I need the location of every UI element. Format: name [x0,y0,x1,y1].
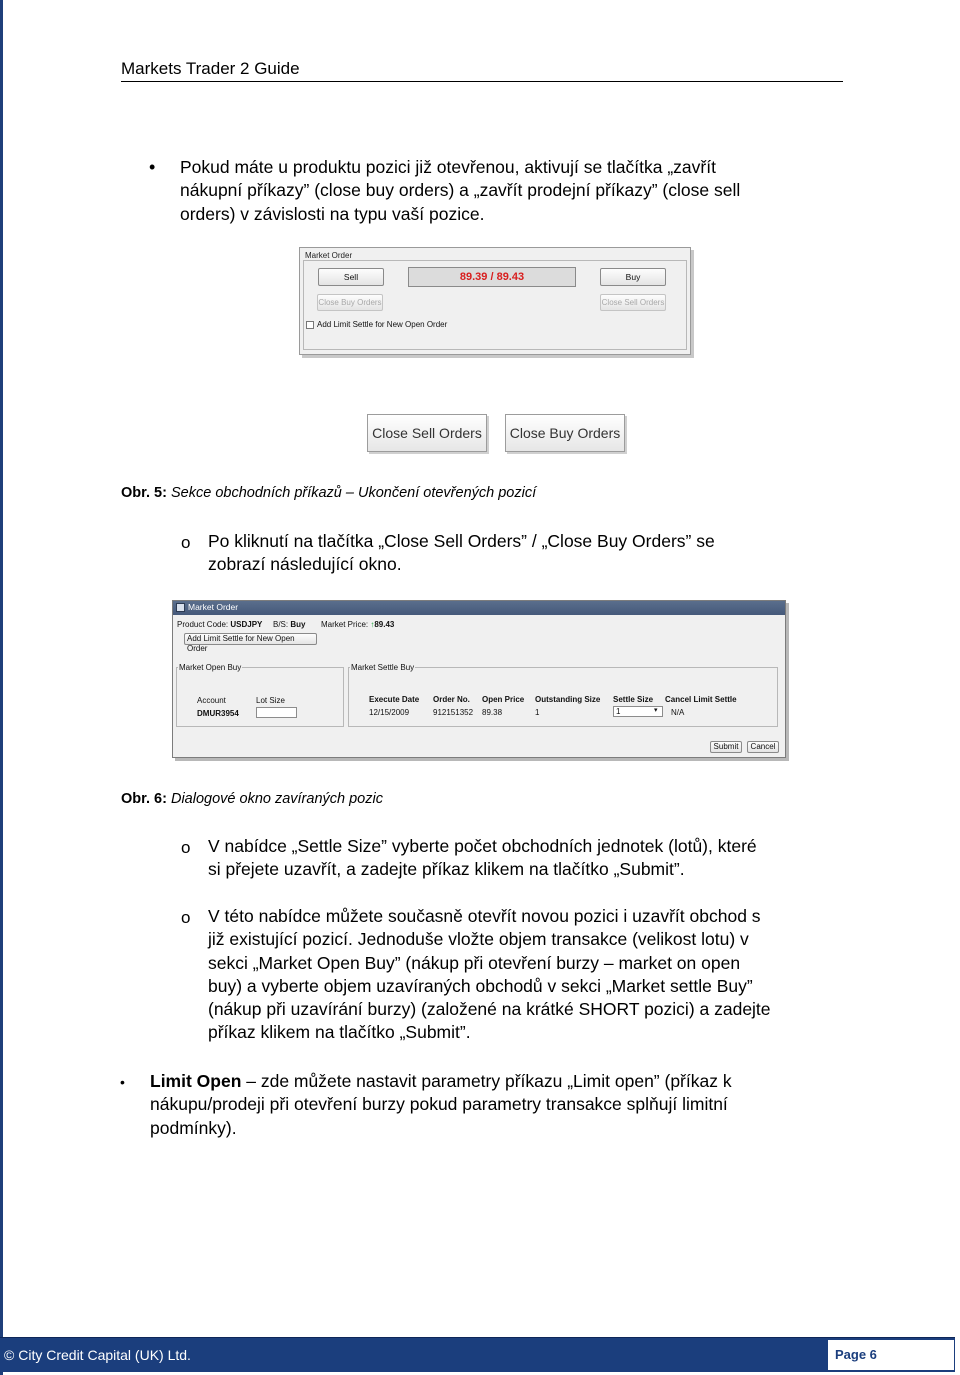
caption-number: 6: [154,791,167,807]
close-sell-orders-button-disabled[interactable]: Close Sell Orders [600,294,666,311]
account-label: Account [197,696,226,705]
close-buy-orders-button-disabled[interactable]: Close Buy Orders [317,294,383,311]
buy-button[interactable]: Buy [600,268,666,286]
text-line: V této nabídce můžete současně otevřít novou pozici i uzavřít obchod s [208,906,761,926]
limit-open-paragraph [150,1070,840,1140]
column-header: Settle Size [613,695,654,704]
column-header: Cancel Limit Settle [665,695,737,704]
column-header: Outstanding Size [535,695,601,704]
caption-text: Dialogové okno zavíraných pozic [170,791,383,807]
text-line: (nákup při uzavírání burzy) (založené na krátké SHORT pozici) a zadejte [208,999,771,1020]
sub-bullet-marker: o [181,908,191,927]
figure-caption-6 [121,789,383,809]
settle-size-value: 1 [616,707,621,716]
panel-legend: Market Order [305,251,353,260]
page-footer [0,1337,955,1372]
company-name: City Credit Capital (UK) Ltd. [18,1347,191,1363]
cancel-button[interactable]: Cancel [747,741,779,753]
bs-label: B/S: [273,620,289,629]
price-display: 89.39 / 89.43 [408,267,576,287]
column-header: Open Price [482,695,525,704]
chevron-down-icon: ▾ [654,707,658,714]
footer-company [4,1347,191,1363]
sell-button[interactable]: Sell [318,268,384,286]
market-price-row [321,620,394,629]
text-line: buy) a vyberte objem uzavíraných obchodů v sekci „Market settle Buy” [208,975,753,996]
column-header: Order No. [433,695,470,704]
settle-buy-legend: Market Settle Buy [351,663,415,672]
market-order-dialog-image [172,600,786,758]
market-price-value: 89.43 [374,620,395,629]
copyright-icon: © [4,1347,15,1363]
up-arrow-icon: ↑ [370,620,375,629]
text-line: zobrazí následující okno. [208,554,402,575]
bs-value: Buy [290,620,306,629]
lot-size-input[interactable] [256,707,297,718]
text-line: příkaz klikem na tlačítko „Submit”. [208,1022,471,1043]
cell-execute-date: 12/15/2009 [369,708,410,717]
text-line: nákupu/prodeji při otevření burzy pokud parametry transakce splňují limitní [150,1094,728,1115]
figure-caption-5 [121,483,536,503]
product-code-row [177,620,262,629]
limit-open-text: – zde můžete nastavit parametry příkazu „Limit open” (příkaz k [241,1071,732,1091]
sub-bullet-marker: o [181,533,191,552]
text-line: již existující pozicí. Jednoduše vložte objem transakce (velikost lotu) v [208,929,749,950]
caption-number: 5: [154,485,167,501]
text-line: Po kliknutí na tlačítka „Close Sell Orders” / „Close Buy Orders” se [208,531,715,551]
dialog-titlebar [173,601,785,615]
text-line: nákupní příkazy” (close buy orders) a „zavřít prodejní příkazy” (close sell [180,180,741,201]
bs-row [273,620,305,629]
market-price-label: Market Price: [321,620,369,629]
limit-open-heading: Limit Open [150,1071,242,1091]
window-icon [176,603,185,612]
account-value: DMUR3954 [197,709,239,718]
text-line: V nabídce „Settle Size” vyberte počet obchodních jednotek (lotů), které [208,836,757,856]
text-line [150,1070,840,1093]
text-line: Pokud máte u produktu pozici již otevřenou, aktivují se tlačítka „zavřít [180,157,716,177]
bullet-paragraph-1 [180,156,840,226]
page-number: Page 6 [827,1339,955,1371]
add-limit-checkbox[interactable] [306,321,314,329]
bullet-marker: • [149,157,156,177]
product-code-value: USDJPY [230,620,263,629]
cell-outstanding-size: 1 [535,708,540,717]
add-limit-settle-button[interactable]: Add Limit Settle for New Open Order [184,633,317,645]
text-line: sekci „Market Open Buy” (nákup při otevření burzy – market on open [208,952,741,973]
cell-cancel-limit: N/A [671,708,685,717]
caption-label: Obr. [121,791,151,807]
product-code-label: Product Code: [177,620,229,629]
header-title: Markets Trader 2 Guide [121,59,300,78]
cell-open-price: 89.38 [482,708,503,717]
sub-bullet-paragraph-3 [208,905,840,1045]
add-limit-label: Add Limit Settle for New Open Order [317,320,448,329]
column-header: Execute Date [369,695,420,704]
close-sell-orders-button[interactable]: Close Sell Orders [367,414,487,452]
text-line: si přejete uzavřít, a zadejte příkaz klikem na tlačítko „Submit”. [208,859,685,880]
caption-label: Obr. [121,485,151,501]
dialog-title: Market Order [188,602,239,612]
text-line: orders) v závislosti na typu vaší pozice. [180,203,485,224]
market-order-panel-image [299,247,691,355]
text-line: podmínky). [150,1117,237,1138]
sub-bullet-paragraph-2 [208,835,840,882]
sub-bullet-marker: o [181,838,191,857]
sub-bullet-paragraph-1 [208,530,840,577]
caption-text: Sekce obchodních příkazů – Ukončení otevřených pozicí [170,485,537,501]
lot-size-label: Lot Size [256,696,285,705]
left-margin-rule [0,0,3,1375]
bullet-marker: • [120,1074,125,1090]
settle-size-select[interactable] [613,706,663,717]
open-buy-legend: Market Open Buy [179,663,242,672]
close-buttons-image [365,414,629,456]
close-buy-orders-button[interactable]: Close Buy Orders [505,414,625,452]
cell-order-no: 912151352 [433,708,474,717]
submit-button[interactable]: Submit [710,741,742,753]
page-header [121,58,843,82]
